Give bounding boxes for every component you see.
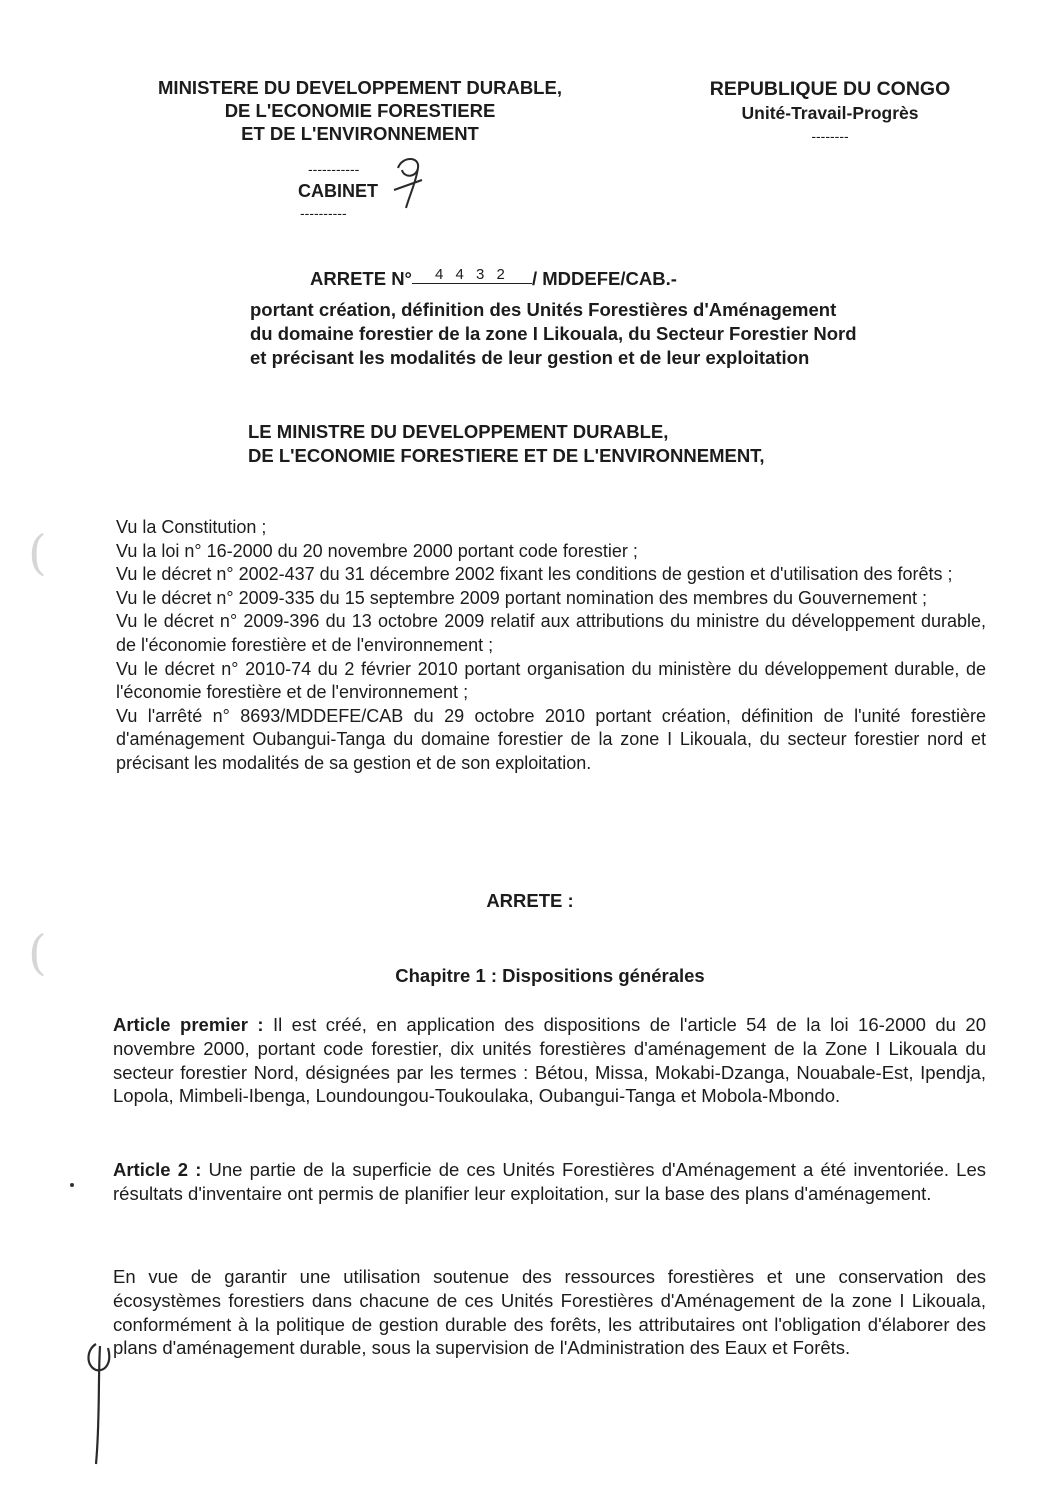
minister-line-2: DE L'ECONOMIE FORESTIERE ET DE L'ENVIRONNEMENT, <box>248 445 765 466</box>
article-text: Une partie de la superficie de ces Unités Forestières d'Aménagement a été inventoriée. Les résultats d'inventaire ont permis de planifier leur exploitation, sur la base des plans d'aménagement. <box>113 1159 986 1204</box>
decree-number: 4 4 3 2 <box>412 266 532 284</box>
republic-header <box>650 78 1010 148</box>
chapter-title: Chapitre 1 : Dispositions générales <box>395 965 705 986</box>
scan-dot <box>70 1183 74 1187</box>
subtitle-line-1: portant création, définition des Unités Forestières d'Aménagement <box>250 299 837 320</box>
vu-item: Vu le décret n° 2010-74 du 2 février 2010 portant organisation du ministère du développement durable, de l'économie forestière et de l'environnement ; <box>116 658 986 703</box>
ministry-line-1: MINISTERE DU DEVELOPPEMENT DURABLE, <box>158 77 562 98</box>
binder-hole-mark: ( <box>28 925 47 981</box>
initials-signature <box>82 1340 122 1470</box>
vu-item: Vu le décret n° 2002-437 du 31 décembre 2002 fixant les conditions de gestion et d'utilisation des forêts ; <box>116 564 953 585</box>
vu-item: Vu le décret n° 2009-396 du 13 octobre 2009 relatif aux attributions du ministre du développement durable, de l'économie forestière et de l'environnement ; <box>116 611 986 655</box>
vu-list <box>116 516 986 776</box>
cabinet-dash-top: ----------- <box>308 161 360 177</box>
binder-hole-mark: ( <box>28 525 47 581</box>
republic-motto: Unité-Travail-Progrès <box>741 103 919 123</box>
article-label: Article 2 : <box>113 1159 202 1180</box>
ministry-header <box>80 76 640 145</box>
ministry-line-3: ET DE L'ENVIRONNEMENT <box>241 123 479 144</box>
decree-subtitle <box>250 298 980 370</box>
subtitle-line-2: du domaine forestier de la zone I Likouala, du Secteur Forestier Nord <box>250 323 857 344</box>
decree-prefix: ARRETE N° <box>310 268 412 289</box>
decree-suffix: / MDDEFE/CAB.- <box>531 268 677 289</box>
article-2 <box>113 1158 986 1206</box>
cabinet-label: CABINET <box>298 181 378 201</box>
article-label: Article premier : <box>113 1014 264 1035</box>
arrete-heading: ARRETE : <box>486 890 574 911</box>
vu-item: Vu la Constitution ; <box>116 517 267 537</box>
minister-line-1: LE MINISTRE DU DEVELOPPEMENT DURABLE, <box>248 421 669 442</box>
minister-heading <box>248 420 948 468</box>
subtitle-line-3: et précisant les modalités de leur gestion et de leur exploitation <box>250 347 810 368</box>
republic-dash: -------- <box>811 128 849 144</box>
republic-title: REPUBLIQUE DU CONGO <box>709 78 951 100</box>
vu-item: Vu l'arrêté n° 8693/MDDEFE/CAB du 29 octobre 2010 portant création, définition de l'unité forestière d'aménagement Oubangui-Tanga du domaine forestier de la zone I Likouala, du secteur forestier nord et précisant les modalités de sa gestion et de son exploitation. <box>116 705 986 773</box>
decree-title <box>310 268 790 290</box>
cabinet-dash-bottom: ---------- <box>300 205 347 221</box>
article-text: En vue de garantir une utilisation soutenue des ressources forestières et une conservation des écosystèmes forestiers dans chacune de ces Unités Forestières d'Aménagement de la zone I Likouala, conformément à la politique de gestion durable des forêts, les attributaires ont l'obligation d'élaborer des plans d'aménagement durable, sous la supervision de l'Administration des Eaux et Forêts. <box>113 1266 986 1359</box>
ministry-line-2: DE L'ECONOMIE FORESTIERE <box>224 100 496 121</box>
article-2-paragraph <box>113 1265 986 1360</box>
article-text: Il est créé, en application des dispositions de l'article 54 de la loi 16-2000 du 20 novembre 2000, portant code forestier, dix unités forestières d'aménagement de la Zone I Likouala du secteur forestier Nord, désignées par les termes : Bétou, Missa, Mokabi-Dzanga, Nouabale-Est, Ipendja, Lopola, Mimbeli-Ibenga, Loundoungou-Toukoulaka, Oubangui-Tanga et Mobola-Mbondo. <box>113 1014 986 1107</box>
vu-item: Vu le décret n° 2009-335 du 15 septembre 2009 portant nomination des membres du Gouvernement ; <box>116 587 928 608</box>
vu-item: Vu la loi n° 16-2000 du 20 novembre 2000 portant code forestier ; <box>116 540 638 561</box>
article-premier <box>113 1013 986 1108</box>
handwritten-mark <box>388 150 438 212</box>
